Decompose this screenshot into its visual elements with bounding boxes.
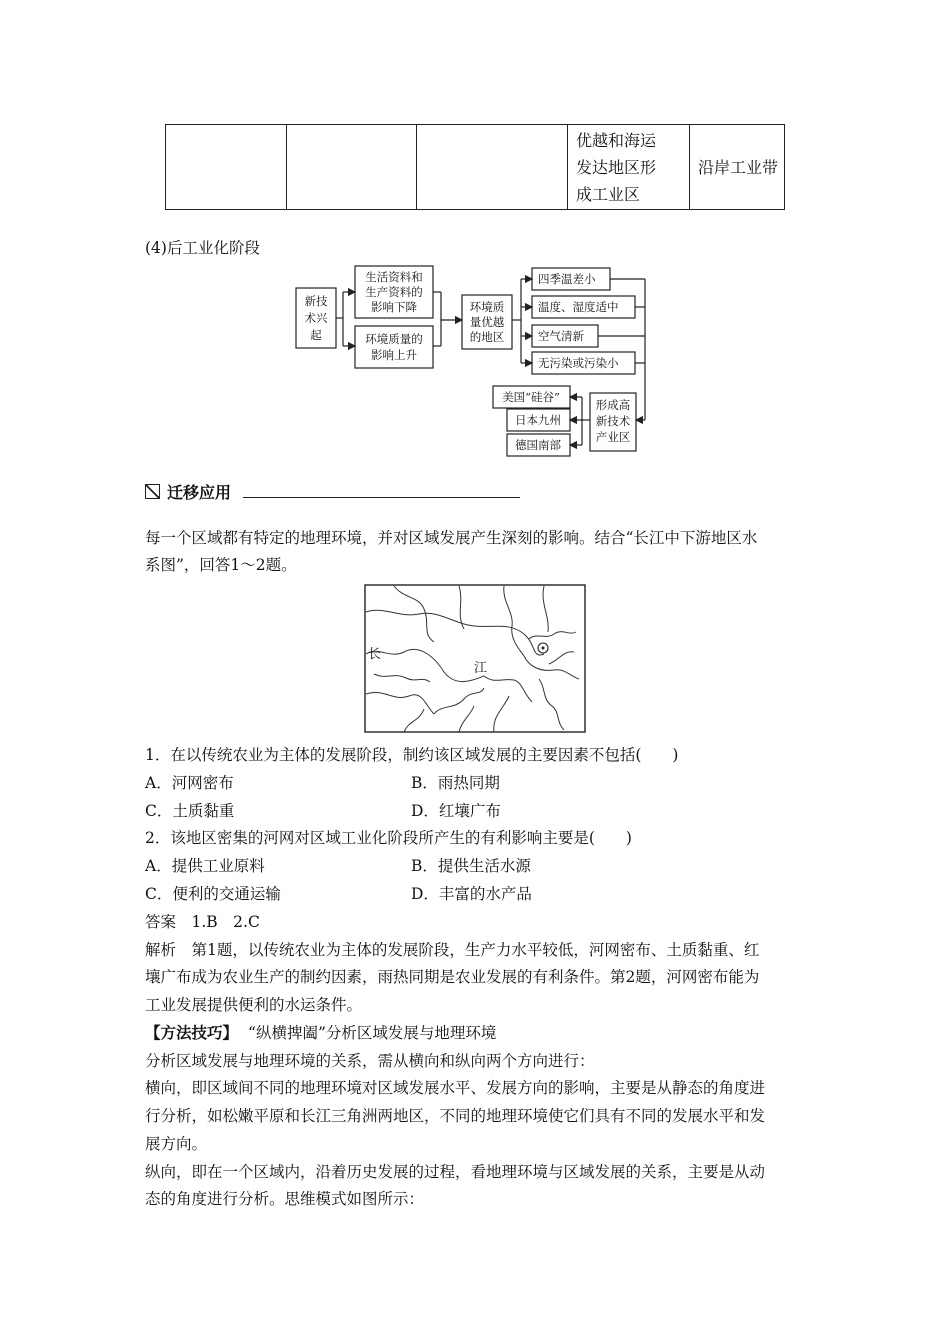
table-cell-line: 成工业区 xyxy=(576,184,641,204)
flow-text: 四季温差小 xyxy=(538,272,596,286)
flow-text: 环境质 xyxy=(469,300,505,314)
q2-option-c: C．便利的交通运输 xyxy=(145,885,281,903)
flow-text: 空气清新 xyxy=(538,329,584,343)
body-line: 行分析，如松嫩平原和长江三角洲两地区，不同的地理环境使它们具有不同的发展水平和发 xyxy=(145,1107,766,1125)
post-industrial-flowchart xyxy=(0,0,950,470)
method-tag: 【方法技巧】 xyxy=(145,1023,239,1042)
body-line: 横向，即区域间不同的地理环境对区域发展水平、发展方向的影响，主要是从静态的角度进 xyxy=(145,1079,766,1097)
map-label: 江 xyxy=(474,661,488,676)
flow-text: 形成高 xyxy=(595,398,631,412)
flow-text: 量优越 xyxy=(469,315,505,329)
section-rule xyxy=(243,497,520,498)
flow-text: 术兴 xyxy=(304,311,328,325)
flow-text: 产业区 xyxy=(595,430,631,444)
flow-text: 生产资料的 xyxy=(365,285,423,299)
q1-option-b: B．雨热同期 xyxy=(411,774,500,792)
body-line: 分析区域发展与地理环境的关系，需从横向和纵向两个方向进行： xyxy=(145,1052,595,1070)
intro-line: 系图”，回答1～2题。 xyxy=(145,556,297,574)
flow-text: 新技 xyxy=(304,294,328,308)
flow-text: 生活资料和 xyxy=(365,270,423,284)
flow-text: 无污染或污染小 xyxy=(538,356,619,370)
intro-line: 每一个区域都有特定的地理环境，并对区域发展产生深刻的影响。结合“长江中下游地区水 xyxy=(145,529,758,547)
q2-option-a: A．提供工业原料 xyxy=(145,857,265,875)
question-1-stem: 1．在以传统农业为主体的发展阶段，制约该区域发展的主要因素不包括( ) xyxy=(145,746,679,764)
map-label: 长 xyxy=(368,647,382,662)
section-title: 迁移应用 xyxy=(167,483,232,502)
flow-text: 日本九州 xyxy=(515,413,561,427)
table-cell-line: 发达地区形 xyxy=(576,157,657,177)
section-marker-icon xyxy=(145,484,160,499)
q1-option-a: A．河网密布 xyxy=(145,774,234,792)
flow-text: 美国“硅谷” xyxy=(502,390,560,404)
table-cell-line: 沿岸工业带 xyxy=(698,157,779,177)
stage-title: (4)后工业化阶段 xyxy=(145,239,260,257)
analysis-line: 解析 第1题，以传统农业为主体的发展阶段，生产力水平较低，河网密布、土质黏重、红 xyxy=(145,941,760,959)
yangtze-river-map xyxy=(364,584,586,734)
q2-option-d: D．丰富的水产品 xyxy=(411,885,532,903)
q2-option-b: B．提供生活水源 xyxy=(411,857,531,875)
method-title: “纵横捭阖”分析区域发展与地理环境 xyxy=(248,1024,497,1042)
q1-option-c: C．土质黏重 xyxy=(145,802,235,820)
flow-text: 起 xyxy=(310,328,322,342)
flow-text: 影响下降 xyxy=(371,300,417,314)
body-line: 纵向，即在一个区域内，沿着历史发展的过程，看地理环境与区域发展的关系，主要是从动 xyxy=(145,1163,766,1181)
question-2-stem: 2．该地区密集的河网对区域工业化阶段所产生的有利影响主要是( ) xyxy=(145,829,632,847)
analysis-line: 壤广布成为农业生产的制约因素，雨热同期是农业发展的有利条件。第2题，河网密布能为 xyxy=(145,968,760,986)
body-line: 态的角度进行分析。思维模式如图所示： xyxy=(145,1190,425,1208)
flow-text: 新技术 xyxy=(595,414,631,428)
body-line: 展方向。 xyxy=(145,1135,208,1153)
flow-text: 德国南部 xyxy=(515,438,561,452)
flow-text: 的地区 xyxy=(469,330,505,344)
flow-text: 温度、湿度适中 xyxy=(538,300,619,314)
table-cell-line: 优越和海运 xyxy=(576,130,657,150)
method-heading xyxy=(145,1021,496,1043)
answer-line: 答案 1.B 2.C xyxy=(145,913,260,931)
flow-text: 影响上升 xyxy=(371,348,417,362)
analysis-line: 工业发展提供便利的水运条件。 xyxy=(145,996,363,1014)
flow-text: 环境质量的 xyxy=(365,332,423,346)
q1-option-d: D．红壤广布 xyxy=(411,802,501,820)
